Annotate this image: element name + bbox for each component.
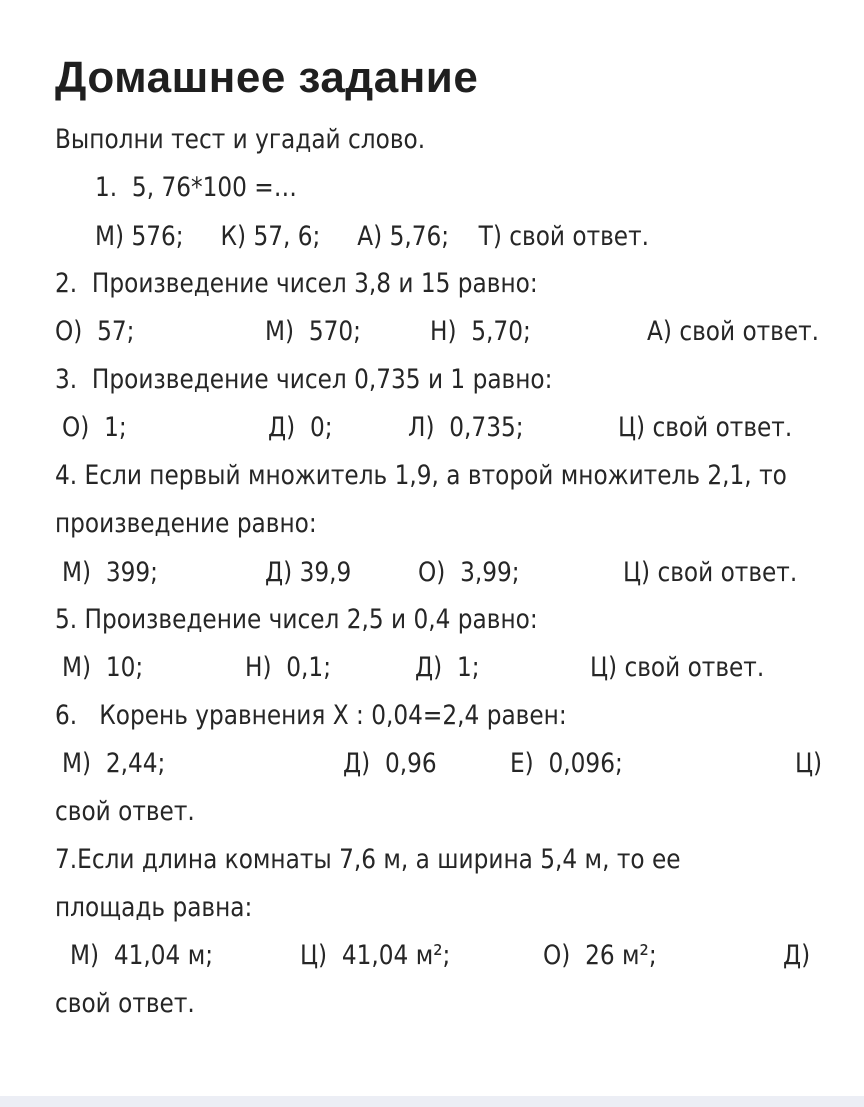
question-2-text: 2. Произведение чисел 3,8 и 15 равно: (55, 268, 538, 299)
question-7-option-o: О) 26 м²; (543, 940, 657, 971)
question-7-text-continued: площадь равна: (55, 892, 253, 923)
question-4-text: 4. Если первый множитель 1,9, а второй множитель 2,1, то (55, 460, 787, 491)
question-2-option-a: А) свой ответ. (647, 316, 820, 347)
page-title: Домашнее задание (55, 53, 479, 102)
question-6-option-m: М) 2,44; (62, 748, 166, 779)
question-6-option-e: Е) 0,096; (510, 748, 623, 779)
question-5-text: 5. Произведение чисел 2,5 и 0,4 равно: (55, 604, 538, 635)
question-3-text: 3. Произведение чисел 0,735 и 1 равно: (55, 364, 553, 395)
question-7-text: 7.Если длина комнаты 7,6 м, а ширина 5,4 м, то ее (55, 844, 681, 875)
question-7-option-d: Д) (783, 940, 811, 971)
question-4-option-d: Д) 39,9 (265, 557, 352, 588)
question-2-option-m: М) 570; (265, 316, 362, 347)
question-4-text-continued: произведение равно: (55, 508, 317, 539)
question-7-option-m: М) 41,04 м; (70, 940, 214, 971)
bottom-band (0, 1096, 864, 1107)
question-5-option-d: Д) 1; (415, 652, 480, 683)
question-6-option-ts: Ц) (795, 748, 823, 779)
question-3-option-d: Д) 0; (268, 412, 333, 443)
instruction-line: Выполни тест и угадай слово. (55, 124, 426, 155)
question-3-option-l: Л) 0,735; (408, 412, 524, 443)
question-7-option-ts: Ц) 41,04 м²; (300, 940, 451, 971)
question-6-text: 6. Корень уравнения Х : 0,04=2,4 равен: (55, 700, 567, 731)
question-3-option-ts: Ц) свой ответ. (618, 412, 793, 443)
question-7-option-d-continued: свой ответ. (55, 988, 195, 1019)
question-2-option-n: Н) 5,70; (430, 316, 531, 347)
question-4-option-o: О) 3,99; (418, 557, 520, 588)
question-1-text: 1. 5, 76*100 =… (95, 172, 297, 203)
question-2-option-o: О) 57; (55, 316, 135, 347)
question-6-option-ts-continued: свой ответ. (55, 796, 195, 827)
question-6-option-d: Д) 0,96 (343, 748, 437, 779)
question-5-option-m: М) 10; (62, 652, 144, 683)
question-5-option-n: Н) 0,1; (245, 652, 332, 683)
question-5-option-ts: Ц) свой ответ. (590, 652, 765, 683)
question-4-option-ts: Ц) свой ответ. (623, 557, 798, 588)
question-3-option-o: О) 1; (62, 412, 127, 443)
question-1-options: М) 576; К) 57, 6; А) 5,76; Т) свой ответ. (95, 221, 650, 252)
question-4-option-m: М) 399; (62, 557, 159, 588)
